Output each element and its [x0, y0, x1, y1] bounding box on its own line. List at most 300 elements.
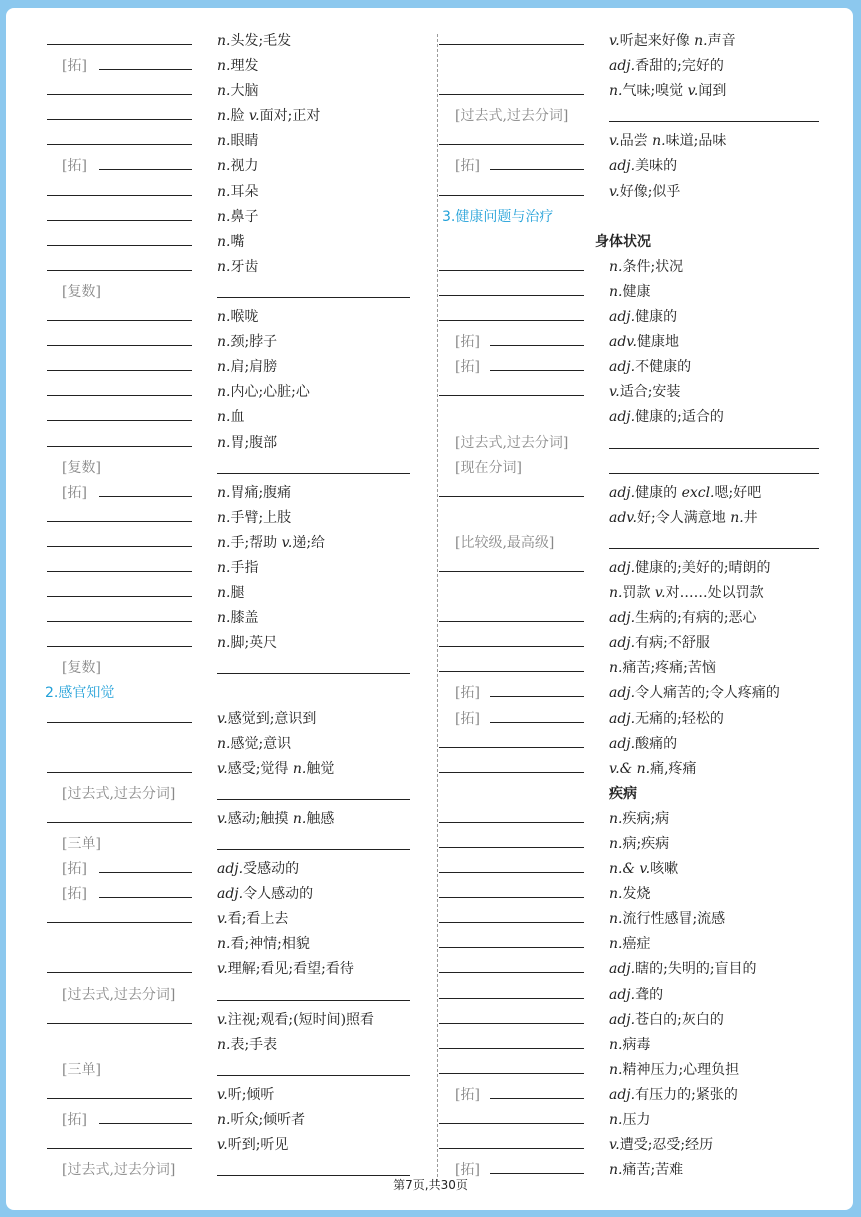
part-of-speech: v. — [609, 133, 620, 150]
hint-bracket: [拓] — [62, 1112, 87, 1129]
word-answer-blank[interactable] — [439, 44, 584, 45]
part-of-speech: adj. — [609, 986, 636, 1003]
part-of-speech: n. — [694, 33, 708, 49]
meaning-text: n.腿 — [217, 585, 245, 602]
word-answer-blank[interactable] — [439, 671, 584, 672]
vocab-row — [0, 1107, 430, 1132]
word-answer-blank[interactable] — [47, 195, 192, 196]
word-answer-blank[interactable] — [439, 847, 584, 848]
part-of-speech: n. — [217, 434, 231, 451]
part-of-speech: n. — [217, 635, 231, 652]
part-of-speech: n. — [652, 133, 666, 150]
vocab-row — [0, 1132, 430, 1157]
form-answer-blank[interactable] — [217, 849, 410, 850]
vocab-row — [0, 480, 430, 505]
meaning-text: n.疾病;病 — [609, 810, 670, 827]
vocab-row — [0, 430, 430, 455]
form-hint-bracket: [三单] — [62, 1061, 101, 1078]
vocab-row — [432, 153, 847, 178]
form-hint-bracket: [复数] — [62, 660, 101, 677]
meaning-text: n.理发 — [217, 58, 259, 75]
meaning-text: adj.瞎的;失明的;盲目的 — [609, 961, 757, 978]
word-answer-blank[interactable] — [47, 646, 192, 647]
vocab-row — [0, 1082, 430, 1107]
meaning-text: n.条件;状况 — [609, 258, 684, 275]
vocab-row — [432, 580, 847, 605]
meaning-text: n.痛苦;苦难 — [609, 1162, 684, 1179]
meaning-text: n.罚款 v.对……处以罚款 — [609, 585, 764, 602]
part-of-speech: n. — [217, 33, 231, 49]
part-of-speech: n. — [217, 509, 231, 526]
part-of-speech: v. — [217, 1011, 228, 1028]
word-answer-blank[interactable] — [99, 897, 192, 898]
meaning-text: adj.健康的;美好的;晴朗的 — [609, 559, 771, 576]
meaning-text: v.适合;安装 — [609, 384, 681, 401]
part-of-speech: adj. — [609, 58, 636, 75]
word-answer-blank[interactable] — [439, 295, 584, 296]
word-answer-blank[interactable] — [490, 345, 584, 346]
part-of-speech: n. — [217, 208, 231, 225]
hint-bracket: [拓] — [455, 710, 480, 727]
form-hint-bracket: [复数] — [62, 459, 101, 476]
part-of-speech: adj. — [609, 359, 636, 376]
vocab-row — [432, 555, 847, 580]
word-answer-blank[interactable] — [439, 1123, 584, 1124]
word-answer-blank[interactable] — [99, 169, 192, 170]
part-of-speech: n. — [609, 83, 623, 100]
section-heading: 2.感官知觉 — [45, 685, 115, 702]
part-of-speech: n. — [217, 183, 231, 200]
vocab-row — [432, 931, 847, 956]
word-answer-blank[interactable] — [47, 320, 192, 321]
vocab-row — [0, 605, 430, 630]
vocab-row — [0, 831, 430, 856]
word-answer-blank[interactable] — [490, 169, 584, 170]
meaning-text: v.听起来好像 n.声音 — [609, 33, 736, 49]
vocab-row — [0, 505, 430, 530]
vocab-row — [0, 279, 430, 304]
word-answer-blank[interactable] — [99, 69, 192, 70]
part-of-speech: n. — [217, 735, 231, 752]
meaning-text: adv.好;令人满意地 n.井 — [609, 509, 758, 526]
word-answer-blank[interactable] — [47, 546, 192, 547]
word-answer-blank[interactable] — [439, 747, 584, 748]
hint-bracket: [拓] — [455, 359, 480, 376]
vocab-row — [432, 756, 847, 781]
vocab-row — [0, 906, 430, 931]
vocab-row — [0, 329, 430, 354]
part-of-speech: n. — [217, 585, 231, 602]
part-of-speech: adj. — [609, 1011, 636, 1028]
meaning-text: n.气味;嗅觉 v.闻到 — [609, 83, 727, 100]
part-of-speech: v. — [217, 961, 228, 978]
word-answer-blank[interactable] — [47, 44, 192, 45]
word-answer-blank[interactable] — [47, 972, 192, 973]
meaning-text: n.癌症 — [609, 936, 651, 953]
vocab-row — [0, 53, 430, 78]
word-answer-blank[interactable] — [47, 772, 192, 773]
vocab-row — [0, 28, 430, 53]
meaning-text: n.病毒 — [609, 1036, 651, 1053]
vocab-row — [0, 153, 430, 178]
hint-bracket: [拓] — [455, 1086, 480, 1103]
meaning-text: adj.令人痛苦的;令人疼痛的 — [609, 685, 780, 702]
meaning-text: n.眼睛 — [217, 133, 259, 150]
part-of-speech: n. — [217, 1112, 231, 1129]
meaning-text: n.头发;毛发 — [217, 33, 292, 49]
meaning-text: n.耳朵 — [217, 183, 259, 200]
word-answer-blank[interactable] — [99, 872, 192, 873]
part-of-speech: n. — [217, 309, 231, 326]
part-of-speech: v. — [609, 183, 620, 200]
meaning-text: n.健康 — [609, 283, 651, 300]
vocab-row — [432, 53, 847, 78]
meaning-text: v.注视;观看;(短时间)照看 — [217, 1011, 375, 1028]
word-answer-blank[interactable] — [439, 94, 584, 95]
word-answer-blank[interactable] — [439, 571, 584, 572]
vocab-row — [432, 856, 847, 881]
word-answer-blank[interactable] — [439, 872, 584, 873]
form-answer-blank[interactable] — [217, 1075, 410, 1076]
word-answer-blank[interactable] — [47, 596, 192, 597]
vocab-row — [432, 1107, 847, 1132]
part-of-speech: n. — [217, 158, 231, 175]
word-answer-blank[interactable] — [47, 1023, 192, 1024]
part-of-speech: n. — [217, 936, 231, 953]
vocab-row — [432, 806, 847, 831]
vocab-row — [432, 706, 847, 731]
vocab-row — [0, 1032, 430, 1057]
word-answer-blank[interactable] — [490, 1173, 584, 1174]
form-answer-blank[interactable] — [609, 121, 819, 122]
meaning-text: adj.聋的 — [609, 986, 664, 1003]
word-answer-blank[interactable] — [47, 144, 192, 145]
word-answer-blank[interactable] — [47, 922, 192, 923]
meaning-text: n.膝盖 — [217, 610, 259, 627]
meaning-text: v.听到;听见 — [217, 1137, 289, 1154]
part-of-speech: adj. — [609, 309, 636, 326]
form-answer-blank[interactable] — [217, 473, 410, 474]
section-heading: 3.健康问题与治疗 — [442, 208, 554, 225]
word-answer-blank[interactable] — [47, 822, 192, 823]
part-of-speech: v. — [687, 83, 699, 100]
vocab-row — [432, 229, 847, 254]
meaning-text: n.病;疾病 — [609, 836, 670, 852]
vocab-row — [0, 254, 430, 279]
form-answer-blank[interactable] — [217, 297, 410, 298]
meaning-text: n.精神压力;心理负担 — [609, 1061, 740, 1078]
vocab-row — [432, 304, 847, 329]
meaning-text: adj.美味的 — [609, 158, 678, 175]
vocab-row — [0, 781, 430, 806]
word-answer-blank[interactable] — [439, 320, 584, 321]
meaning-text: adj.健康的 — [609, 309, 678, 326]
part-of-speech: v. — [217, 710, 228, 727]
form-answer-blank[interactable] — [217, 673, 410, 674]
vocab-row — [0, 204, 430, 229]
word-answer-blank[interactable] — [47, 119, 192, 120]
meaning-text: v.理解;看见;看望;看待 — [217, 961, 354, 978]
word-answer-blank[interactable] — [47, 94, 192, 95]
word-answer-blank[interactable] — [490, 1098, 584, 1099]
part-of-speech: n. — [217, 233, 231, 250]
vocab-row — [0, 354, 430, 379]
word-answer-blank[interactable] — [47, 446, 192, 447]
form-hint-bracket: [过去式,过去分词] — [455, 434, 569, 451]
word-answer-blank[interactable] — [439, 822, 584, 823]
vocab-row — [432, 630, 847, 655]
meaning-text: n.脸 v.面对;正对 — [217, 108, 321, 125]
word-answer-blank[interactable] — [99, 496, 192, 497]
left-column — [0, 28, 430, 1182]
vocab-row — [0, 630, 430, 655]
meaning-text: n.感觉;意识 — [217, 735, 292, 752]
part-of-speech: n. — [217, 359, 231, 376]
meaning-text: n.胃;腹部 — [217, 434, 278, 451]
vocab-row — [432, 530, 847, 555]
part-of-speech: v. — [217, 1137, 228, 1154]
vocab-row — [432, 1082, 847, 1107]
word-answer-blank[interactable] — [439, 270, 584, 271]
part-of-speech: adj. — [217, 861, 244, 878]
page-number: 第7页,共30页 — [393, 1178, 468, 1192]
vocab-row — [0, 756, 430, 781]
word-answer-blank[interactable] — [47, 621, 192, 622]
part-of-speech: n. — [609, 936, 623, 953]
hint-bracket: [拓] — [62, 58, 87, 75]
hint-bracket: [拓] — [62, 886, 87, 903]
meaning-text: n.牙齿 — [217, 258, 259, 275]
part-of-speech: v. — [609, 33, 620, 49]
part-of-speech: n. — [609, 911, 623, 928]
word-answer-blank[interactable] — [439, 395, 584, 396]
part-of-speech: n. — [217, 83, 231, 100]
part-of-speech: adj. — [609, 409, 636, 426]
vocab-row — [432, 103, 847, 128]
vocab-row — [0, 555, 430, 580]
part-of-speech: v. — [654, 585, 666, 602]
hint-bracket: [拓] — [455, 1162, 480, 1179]
part-of-speech: adj. — [609, 685, 636, 702]
word-answer-blank[interactable] — [47, 270, 192, 271]
word-answer-blank[interactable] — [47, 420, 192, 421]
meaning-text: n.血 — [217, 409, 245, 426]
word-answer-blank[interactable] — [47, 1148, 192, 1149]
meaning-text: adj.苍白的;灰白的 — [609, 1011, 724, 1028]
meaning-text: adj.有压力的;紧张的 — [609, 1086, 738, 1103]
vocab-row — [432, 379, 847, 404]
vocab-row — [0, 956, 430, 981]
part-of-speech: v. — [217, 1086, 228, 1103]
word-answer-blank[interactable] — [47, 370, 192, 371]
vocab-row — [432, 279, 847, 304]
vocab-row — [0, 931, 430, 956]
part-of-speech: adv. — [609, 509, 638, 526]
word-answer-blank[interactable] — [47, 722, 192, 723]
word-answer-blank[interactable] — [439, 897, 584, 898]
vocab-row — [432, 404, 847, 429]
part-of-speech: n. — [217, 334, 231, 351]
vocab-row — [432, 354, 847, 379]
vocab-row — [0, 103, 430, 128]
form-answer-blank[interactable] — [609, 548, 819, 549]
meaning-text: n.大脑 — [217, 83, 259, 100]
form-answer-blank[interactable] — [217, 1000, 410, 1001]
meaning-text: n.肩;肩膀 — [217, 359, 278, 376]
part-of-speech: n. — [217, 108, 231, 125]
meaning-text: v.感觉到;意识到 — [217, 710, 317, 727]
vocab-row — [0, 580, 430, 605]
part-of-speech: adj. — [609, 961, 636, 978]
meaning-text: n.听众;倾听者 — [217, 1112, 306, 1129]
part-of-speech: n. — [292, 810, 307, 827]
part-of-speech: n. — [217, 1036, 231, 1053]
word-answer-blank[interactable] — [47, 571, 192, 572]
meaning-text: v.品尝 n.味道;品味 — [609, 133, 727, 150]
meaning-text: n.颈;脖子 — [217, 334, 278, 351]
part-of-speech: n. — [217, 610, 231, 627]
vocab-row — [432, 655, 847, 680]
part-of-speech: adv. — [609, 334, 638, 351]
meaning-text: v.感受;觉得 n.触觉 — [217, 760, 335, 777]
part-of-speech: n. — [609, 1112, 623, 1129]
meaning-text: n.痛苦;疼痛;苦恼 — [609, 660, 716, 677]
vocab-row — [432, 605, 847, 630]
meaning-text: n.手指 — [217, 559, 259, 576]
word-answer-blank[interactable] — [439, 1048, 584, 1049]
word-answer-blank[interactable] — [439, 646, 584, 647]
word-answer-blank[interactable] — [439, 144, 584, 145]
vocab-row — [0, 229, 430, 254]
part-of-speech: adj. — [609, 1086, 636, 1103]
meaning-text: adj.健康的 excl.嗯;好吧 — [609, 484, 762, 501]
meaning-text: v.遭受;忍受;经历 — [609, 1137, 714, 1154]
meaning-text: n.表;手表 — [217, 1036, 278, 1053]
part-of-speech: n. — [609, 585, 623, 602]
vocab-row — [0, 78, 430, 103]
vocab-row — [432, 1057, 847, 1082]
vocab-row — [0, 680, 430, 705]
word-answer-blank[interactable] — [439, 972, 584, 973]
meaning-text: n.喉咙 — [217, 309, 259, 326]
form-answer-blank[interactable] — [609, 448, 819, 449]
vocab-row — [432, 680, 847, 705]
vocab-row — [432, 1007, 847, 1032]
part-of-speech: n. — [609, 283, 623, 300]
vocab-row — [432, 430, 847, 455]
vocab-row — [0, 304, 430, 329]
word-answer-blank[interactable] — [439, 195, 584, 196]
meaning-text: n.视力 — [217, 158, 259, 175]
word-answer-blank[interactable] — [439, 922, 584, 923]
part-of-speech: n. — [609, 258, 623, 275]
meaning-text: v.好像;似乎 — [609, 183, 681, 200]
word-answer-blank[interactable] — [439, 1148, 584, 1149]
form-hint-bracket: [过去式,过去分词] — [62, 1162, 176, 1179]
part-of-speech: v. — [281, 534, 293, 551]
part-of-speech: adj. — [609, 710, 636, 727]
form-hint-bracket: [过去式,过去分词] — [62, 785, 176, 802]
word-answer-blank[interactable] — [439, 998, 584, 999]
form-hint-bracket: [现在分词] — [455, 459, 522, 476]
form-hint-bracket: [复数] — [62, 283, 101, 300]
part-of-speech: n. — [217, 409, 231, 426]
meaning-text: n.内心;心脏;心 — [217, 384, 310, 401]
part-of-speech: n. — [217, 58, 231, 75]
word-answer-blank[interactable] — [439, 772, 584, 773]
word-answer-blank[interactable] — [47, 1098, 192, 1099]
word-answer-blank[interactable] — [47, 345, 192, 346]
part-of-speech: n. — [609, 886, 623, 903]
vocab-row — [432, 982, 847, 1007]
vocab-row — [432, 1032, 847, 1057]
part-of-speech: n. — [217, 133, 231, 150]
word-answer-blank[interactable] — [439, 1023, 584, 1024]
vocab-row — [0, 455, 430, 480]
hint-bracket: [拓] — [62, 158, 87, 175]
word-answer-blank[interactable] — [47, 220, 192, 221]
form-hint-bracket: [比较级,最高级] — [455, 534, 555, 551]
part-of-speech: v. — [609, 1137, 620, 1154]
word-answer-blank[interactable] — [47, 245, 192, 246]
meaning-text: n.嘴 — [217, 233, 245, 250]
vocab-row — [432, 179, 847, 204]
word-answer-blank[interactable] — [99, 1123, 192, 1124]
word-answer-blank[interactable] — [439, 496, 584, 497]
word-answer-blank[interactable] — [490, 370, 584, 371]
word-answer-blank[interactable] — [47, 395, 192, 396]
vocab-row — [0, 530, 430, 555]
word-answer-blank[interactable] — [47, 521, 192, 522]
word-answer-blank[interactable] — [439, 1073, 584, 1074]
part-of-speech: v. — [609, 384, 620, 401]
vocab-row — [432, 480, 847, 505]
part-of-speech: n. — [217, 534, 231, 551]
form-hint-bracket: [三单] — [62, 836, 101, 852]
hint-bracket: [拓] — [62, 484, 87, 501]
vocab-row — [432, 906, 847, 931]
part-of-speech: n. — [609, 1162, 623, 1179]
vocab-row — [432, 455, 847, 480]
vocab-row — [0, 982, 430, 1007]
hint-bracket: [拓] — [455, 334, 480, 351]
part-of-speech: adj. — [609, 635, 636, 652]
word-answer-blank[interactable] — [439, 621, 584, 622]
meaning-text: v.& n.痛,疼痛 — [609, 760, 697, 777]
form-answer-blank[interactable] — [217, 799, 410, 800]
vocab-row — [0, 881, 430, 906]
part-of-speech: n. — [609, 810, 623, 827]
vocab-row — [432, 128, 847, 153]
meaning-text: v.看;看上去 — [217, 911, 289, 928]
vocab-row — [432, 28, 847, 53]
meaning-text: adj.有病;不舒服 — [609, 635, 710, 652]
vocab-row — [0, 856, 430, 881]
vocab-row — [432, 831, 847, 856]
vocab-row — [432, 254, 847, 279]
part-of-speech: adj. — [609, 610, 636, 627]
vocab-row — [432, 204, 847, 229]
meaning-text: adj.无痛的;轻松的 — [609, 710, 724, 727]
word-answer-blank[interactable] — [490, 696, 584, 697]
meaning-text: v.感动;触摸 n.触感 — [217, 810, 335, 827]
meaning-text: v.听;倾听 — [217, 1086, 275, 1103]
form-answer-blank[interactable] — [609, 473, 819, 474]
meaning-text: n.手臂;上肢 — [217, 509, 292, 526]
subheading: 身体状况 — [595, 233, 651, 250]
word-answer-blank[interactable] — [439, 947, 584, 948]
word-answer-blank[interactable] — [490, 722, 584, 723]
